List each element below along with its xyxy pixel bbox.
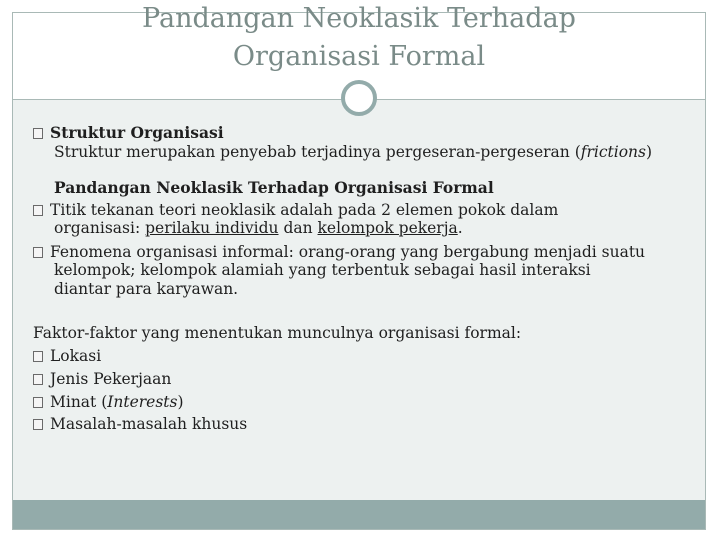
factors-intro: Faktor-faktor yang menentukan munculnya organisasi formal: xyxy=(33,324,522,342)
list-item-continuation: kelompok; kelompok alamiah yang terbentuk sebagai hasil interaksi xyxy=(54,261,591,279)
checkbox-bullet-icon xyxy=(33,351,43,362)
list-item-continuation: diantar para karyawan. xyxy=(54,280,239,298)
slide-title-line-2: Organisasi Formal xyxy=(232,41,486,72)
underlined-term: kelompok pekerja xyxy=(317,219,458,237)
checkbox-bullet-icon xyxy=(33,247,43,258)
circle-ring-icon xyxy=(341,80,377,116)
list-item-continuation: organisasi: perilaku individu dan kelompok pekerja. xyxy=(54,219,463,237)
section-struktur-heading: Struktur Organisasi xyxy=(33,123,224,142)
checkbox-bullet-icon xyxy=(33,128,43,139)
list-item: Minat (Interests) xyxy=(33,393,184,412)
section-neoklasik-heading: Pandangan Neoklasik Terhadap Organisasi Formal xyxy=(54,178,494,197)
checkbox-bullet-icon xyxy=(33,397,43,408)
section-struktur-body: Struktur merupakan penyebab terjadinya pergeseran-pergeseran (frictions) xyxy=(54,143,653,161)
slide-title-line-1: Pandangan Neoklasik Terhadap xyxy=(142,3,576,34)
checkbox-bullet-icon xyxy=(33,205,43,216)
list-item: Fenomena organisasi informal: orang-orang yang bergabung menjadi suatu xyxy=(33,243,645,262)
list-item: Masalah-masalah khusus xyxy=(33,415,247,434)
underlined-term: perilaku individu xyxy=(145,219,279,237)
list-item: Lokasi xyxy=(33,347,101,366)
checkbox-bullet-icon xyxy=(33,419,43,430)
list-item: Jenis Pekerjaan xyxy=(33,370,171,389)
checkbox-bullet-icon xyxy=(33,374,43,385)
list-item: Titik tekanan teori neoklasik adalah pada 2 elemen pokok dalam xyxy=(33,201,558,220)
footer-bar xyxy=(13,500,705,529)
